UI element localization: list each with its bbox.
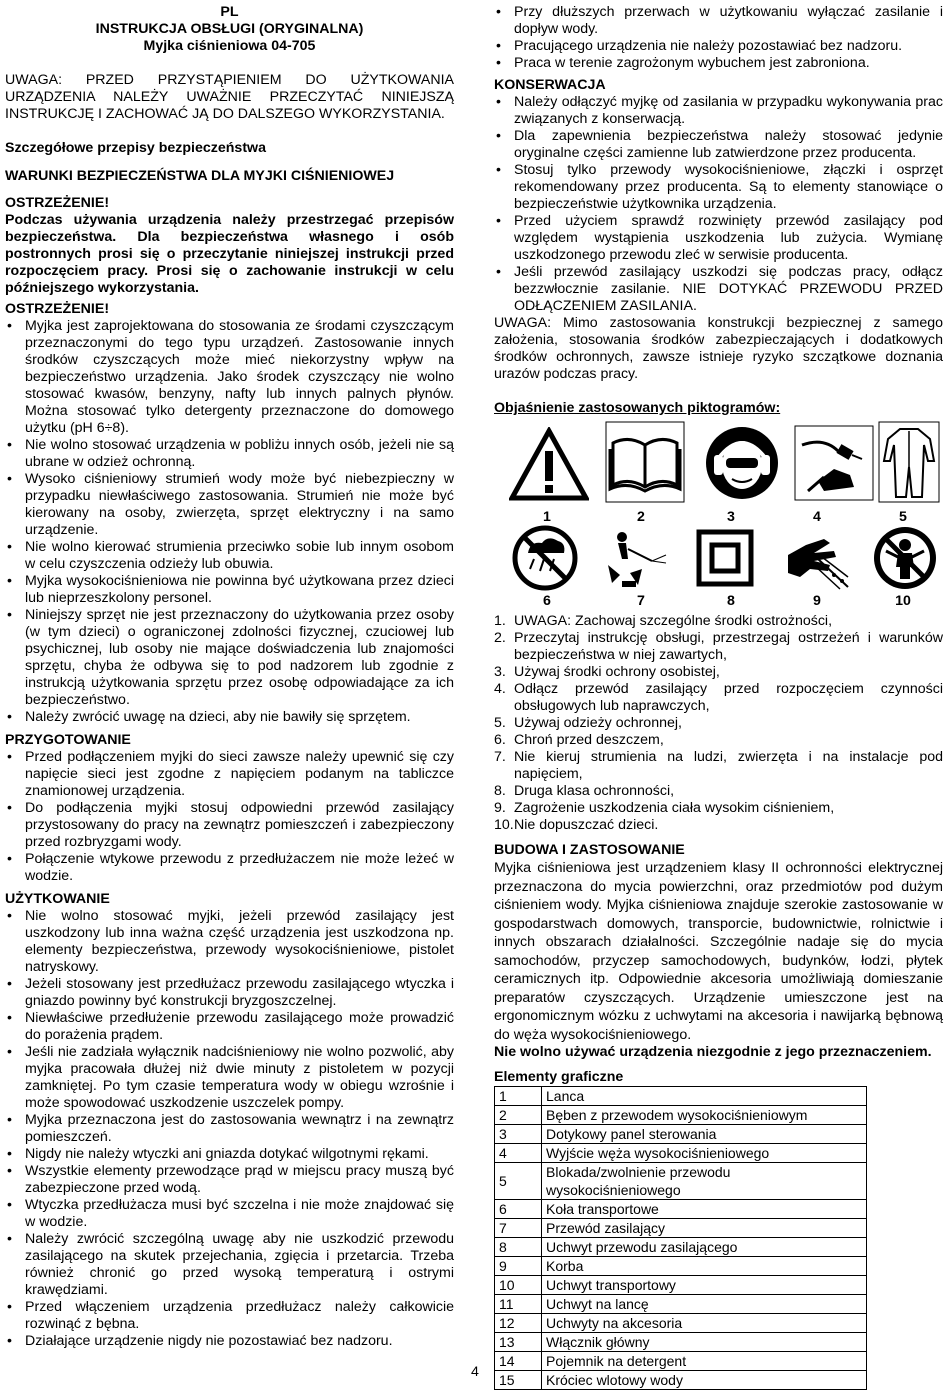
part-name: Bęben z przewodem wysokociśnieniowym	[542, 1106, 867, 1125]
right-top-list	[494, 4, 943, 72]
list-item: • Niniejszy sprzęt nie jest przeznaczony do użytkowania przez osoby (w tym dzieci) o ograniczonej zdolności fizycznej, czuciowej lub psychicznej, lub osoby nie mające doświadczenia lub znajomości sprzętu, chyba że odbywa się to pod nadzorem lub zgodnie z instrukcją użytkowania sprzętu przez osobę odpowiadające za ich bezpieczeństwo.	[5, 607, 454, 709]
pictogram-number: 6	[543, 593, 551, 609]
parts-heading: Elementy graficzne	[494, 1069, 624, 1085]
part-name: Króciec wlotowy wody	[542, 1371, 867, 1390]
build-text: Myjka ciśnieniowa jest urządzeniem klasy II ochronności elektrycznej przeznaczona do mycia powierzchni, oraz przedmiotów pod dużym ciśnieniem wody. Myjka ciśnieniowa znajduje szerokie zastosowanie w gospodarstwach domowych, transporcie, budownictwie, rolnictwie i innych obszarach działalności. Szczególnie nadaje się do mycia samochodów, przyczep samochodowych, budynków, łodzi, płytek ceramicznych itp. Odpowiednie akcesoria umożliwiają domieszanie preparatów czyszczących. Urządzenie umieszczone jest na ergonomicznym wózku z uchwytami na akcesoria i nawijarką bębnową do węża wysokociśnieniowego.	[494, 860, 943, 1043]
part-number: 3	[495, 1125, 542, 1144]
part-name: Uchwyt transportowy	[542, 1276, 867, 1295]
use-heading: UŻYTKOWANIE	[5, 891, 110, 907]
part-name: Pojemnik na detergent	[542, 1352, 867, 1371]
table-row	[495, 1333, 867, 1352]
table-row	[495, 1106, 867, 1125]
warning-triangle-icon	[509, 427, 589, 502]
list-item: • Dla zapewnienia bezpieczeństwa należy stosować jedynie oryginalne części zamienne lub zatwierdzone przez producenta.	[494, 128, 943, 162]
table-row	[495, 1257, 867, 1276]
part-name: Dotykowy panel sterowania	[542, 1125, 867, 1144]
pictogram-number: 10	[895, 593, 911, 609]
part-number: 15	[495, 1371, 542, 1390]
maint-heading: KONSERWACJA	[494, 77, 606, 93]
right-column	[494, 4, 943, 1390]
protective-gear-icon	[704, 425, 780, 501]
list-item: • Przed podłączeniem myjki do sieci zawsze należy upewnić się czy napięcie sieci jest zgodne z napięciem podanym na tabliczce znamionowej urządzenia.	[5, 749, 454, 800]
table-row	[495, 1125, 867, 1144]
list-item: • Myjka jest zaprojektowana do stosowania ze środami czyszczącym przeznaczonymi do tego typu urządzeń. Zastosowanie innych środków czyszczących może mieć niekorzystny wpływ na bezpieczeństwo urządzenia. Jako środek czyszczący nie wolno stosować kwasów, benzyny, nafty lub innych palnych płynów. Można stosować tylko detergenty przeznaczone do domowego użytku (pH 6÷8).	[5, 318, 454, 437]
list-item: • Jeśli nie zadziała wyłącznik nadciśnieniowy nie wolno pozwolić, aby myjka pracowała dłużej niż dwie minuty z pistoletem w pozycji zamkniętej. Po tym czasie temperatura wody w obiegu wzrośnie i może spowodować uszkodzenie uszczelek pompy.	[5, 1044, 454, 1112]
header-lang: PL	[220, 4, 239, 20]
list-item: 5. Używaj odzieży ochronnej,	[494, 715, 682, 731]
parts-table	[494, 1086, 867, 1390]
pictogram-number: 8	[727, 593, 735, 609]
part-number: 8	[495, 1238, 542, 1257]
list-item: • Przy dłuższych przerwach w użytkowaniu wyłączać zasilanie i dopływ wody.	[494, 4, 943, 38]
list-item: • Nie wolno stosować urządzenia w pobliżu innych osób, jeżeli nie są ubrane w odzież ochronną.	[5, 437, 454, 471]
pictogram-number: 3	[727, 509, 735, 525]
build-heading: BUDOWA I ZASTOSOWANIE	[494, 842, 685, 858]
pictogram-grid	[494, 421, 943, 607]
part-name: Uchwyty na akcesoria	[542, 1314, 867, 1333]
list-item: • Należy odłączyć myjkę od zasilania w przypadku wykonywania prac związanych z konserwacją.	[494, 94, 943, 128]
pictogram-legend	[494, 613, 943, 834]
table-row	[495, 1314, 867, 1333]
list-item: • Praca w terenie zagrożonym wybuchem jest zabroniona.	[494, 55, 943, 72]
maint-list	[494, 94, 943, 315]
list-item: 2. Przeczytaj instrukcję obsługi, przestrzegaj ostrzeżeń i warunków bezpieczeństwa w niej zawartych,	[494, 630, 943, 663]
list-item: • Jeśli przewód zasilający uszkodzi się podczas pracy, odłącz bezzwłocznie zasilanie. NIE DOTYKAĆ PRZEWODU PRZED ODŁĄCZENIEM ZASILANIA.	[494, 264, 943, 315]
list-item: • Stosuj tylko przewody wysokociśnieniowe, złączki i osprzęt rekomendowany przez producenta. Są to elementy stanowiące o bezpieczeństwie użytkownika urządzenia.	[494, 162, 943, 213]
list-item: • Przed użyciem sprawdź rozwinięty przewód zasilający pod względem wystąpienia uszkodzenia lub zużycia. Wymianę uszkodzonego przewodu zleć w serwisie producenta.	[494, 213, 943, 264]
part-number: 10	[495, 1276, 542, 1295]
list-item: • Myjka przeznaczona jest do zastosowania wewnątrz i na zewnątrz pomieszczeń.	[5, 1112, 454, 1146]
part-name: Blokada/zwolnienie przewodu wysokociśnieniowego	[542, 1163, 867, 1200]
part-name: Koła transportowe	[542, 1200, 867, 1219]
table-row	[495, 1276, 867, 1295]
list-item: • Nie wolno kierować strumienia przeciwko sobie lub innym osobom w celu czyszczenia odzieży lub obuwia.	[5, 539, 454, 573]
conditions-heading: WARUNKI BEZPIECZEŃSTWA DLA MYJKI CIŚNIENIOWEJ	[5, 168, 395, 184]
document-title: INSTRUKCJA OBSŁUGI (ORYGINALNA)	[95, 21, 364, 37]
list-item: • Myjka wysokociśnieniowa nie powinna być użytkowana przez dzieci lub nieprzeszkolony personel.	[5, 573, 454, 607]
page-number: 4	[471, 1364, 479, 1380]
list-item: • Wszystkie elementy przewodzące prąd w miejscu pracy muszą być zabezpieczone przed wodą.	[5, 1163, 454, 1197]
unplug-icon	[794, 425, 874, 501]
maint-note: UWAGA: Mimo zastosowania konstrukcji bezpiecznej z samego założenia, stosowania środków zabezpieczających i dodatkowych środków ochronnych, zawsze istnieje ryzyko szczątkowe doznania urazów podczas pracy.	[494, 315, 943, 382]
table-row	[495, 1238, 867, 1257]
pictogram-number: 1	[543, 509, 551, 525]
class-ii-icon	[696, 529, 754, 587]
list-item: 7. Nie kieruj strumienia na ludzi, zwierzęta i na instalacje pod napięciem,	[494, 749, 943, 782]
part-name: Lanca	[542, 1087, 867, 1106]
no-children-icon	[872, 525, 938, 591]
list-item: • Należy zwrócić uwagę na dzieci, aby nie bawiły się sprzętem.	[5, 709, 454, 726]
part-number: 7	[495, 1219, 542, 1238]
part-number: 14	[495, 1352, 542, 1371]
table-row	[495, 1163, 867, 1200]
part-name: Uchwyt na lancę	[542, 1295, 867, 1314]
list-item: • Nigdy nie należy wtyczki ani gniazda dotykać wilgotnymi rękami.	[5, 1146, 454, 1163]
list-item: 3. Używaj środki ochrony osobistej,	[494, 664, 720, 680]
part-number: 4	[495, 1144, 542, 1163]
prep-heading: PRZYGOTOWANIE	[5, 732, 131, 748]
table-row	[495, 1144, 867, 1163]
pictogram-number: 5	[899, 509, 907, 525]
list-item: 8. Druga klasa ochronności,	[494, 783, 675, 799]
no-spray-icon	[512, 525, 578, 591]
table-row	[495, 1219, 867, 1238]
table-row	[495, 1087, 867, 1106]
table-row	[495, 1295, 867, 1314]
list-item: • Przed włączeniem urządzenia przedłużacz należy całkowicie rozwinąć z bębna.	[5, 1299, 454, 1333]
part-name: Włącznik główny	[542, 1333, 867, 1352]
pictogram-number: 4	[813, 509, 821, 525]
part-number: 11	[495, 1295, 542, 1314]
list-item: • Pracującego urządzenia nie należy pozostawiać bez nadzoru.	[494, 38, 943, 55]
list-item: • Działające urządzenie nigdy nie pozostawiać bez nadzoru.	[5, 1333, 454, 1350]
list-item: • Do podłączenia myjki stosuj odpowiedni przewód zasilający przystosowany do pracy na zewnątrz pomieszczeń i zabezpieczony przed rozbryzgami wody.	[5, 800, 454, 851]
part-number: 13	[495, 1333, 542, 1352]
pictogram-number: 7	[637, 593, 645, 609]
caution2-list	[5, 318, 454, 726]
part-name: Korba	[542, 1257, 867, 1276]
open-book-icon	[605, 421, 685, 503]
list-item: • Połączenie wtykowe przewodu z przedłużaczem nie może leżeć w wodzie.	[5, 851, 454, 885]
list-item: • Nie wolno stosować myjki, jeżeli przewód zasilający jest uszkodzony lub inna ważna część urządzenia jest uszkodzona np. elementy bezpieczeństwa, przewody wysokociśnieniowe, pistolet natryskowy.	[5, 908, 454, 976]
left-column	[5, 4, 454, 1350]
use-list	[5, 908, 454, 1350]
product-name: Myjka ciśnieniowa 04-705	[143, 38, 316, 54]
prep-list	[5, 749, 454, 885]
caution1-label: OSTRZEŻENIE!	[5, 195, 110, 211]
list-item: • Wysoko ciśnieniowy strumień wody może być niebezpieczny w przypadku niewłaściwego zastosowania. Strumień nie może być kierowany na osoby, zwierzęta, sprzęt elektryczny i na samo urządzenie.	[5, 471, 454, 539]
build-warning: Nie wolno używać urządzenia niezgodnie z jego przeznaczeniem.	[494, 1044, 932, 1060]
part-number: 5	[495, 1163, 542, 1200]
pictogram-number: 9	[813, 593, 821, 609]
pictogram-number: 2	[637, 509, 645, 525]
jet-hand-injury-icon	[784, 525, 850, 591]
part-number: 1	[495, 1087, 542, 1106]
part-number: 12	[495, 1314, 542, 1333]
list-item: • Jeżeli stosowany jest przedłużacz przewodu zasilającego wtyczka i gniazdo powinny być konstrukcji bryzgoszczelnej.	[5, 976, 454, 1010]
list-item: 1. UWAGA: Zachowaj szczególne środki ostrożności,	[494, 613, 833, 629]
pictograms-heading: Objaśnienie zastosowanych piktogramów:	[494, 400, 781, 416]
overalls-icon	[878, 421, 940, 503]
list-item: • Niewłaściwe przedłużenie przewodu zasilającego może prowadzić do porażenia prądem.	[5, 1010, 454, 1044]
spray-hazard-icon	[602, 525, 668, 591]
part-name: Wyjście węża wysokociśnieniowego	[542, 1144, 867, 1163]
list-item: • Wtyczka przedłużacza musi być szczelna i nie może znajdować się w wodzie.	[5, 1197, 454, 1231]
part-number: 2	[495, 1106, 542, 1125]
list-item: 4. Odłącz przewód zasilający przed rozpoczęciem czynności obsługowych lub naprawczych,	[494, 681, 943, 714]
table-row	[495, 1200, 867, 1219]
part-name: Uchwyt przewodu zasilającego	[542, 1238, 867, 1257]
part-name: Przewód zasilający	[542, 1219, 867, 1238]
warning-intro: UWAGA: PRZED PRZYSTĄPIENIEM DO UŻYTKOWANIA URZĄDZENIA NALEŻY UWAŻNIE PRZECZYTAĆ NINIEJSZĄ INSTRUKCJĘ I ZACHOWAĆ JĄ DO DALSZEGO WYKORZYSTANIA.	[5, 72, 454, 122]
part-number: 6	[495, 1200, 542, 1219]
list-item: 10. Nie dopuszczać dzieci.	[494, 817, 659, 833]
safety-heading: Szczegółowe przepisy bezpieczeństwa	[5, 140, 266, 156]
caution1-text: Podczas używania urządzenia należy przestrzegać przepisów bezpieczeństwa. Dla bezpieczeństwa własnego i osób postronnych prosi się o przeczytanie niniejszej instrukcji przed rozpoczęciem pracy. Prosi się o zachowanie instrukcji w celu późniejszego wykorzystania.	[5, 212, 454, 296]
part-number: 9	[495, 1257, 542, 1276]
caution2-label: OSTRZEŻENIE!	[5, 301, 110, 317]
list-item: 9. Zagrożenie uszkodzenia ciała wysokim ciśnieniem,	[494, 800, 835, 816]
list-item: 6. Chroń przed deszczem,	[494, 732, 664, 748]
list-item: • Należy zwrócić szczególną uwagę aby nie uszkodzić przewodu zasilającego na skutek przejechania, zgięcia i przetarcia. Trzeba również chronić go przed wysoką temperaturą i ostrymi krawędziami.	[5, 1231, 454, 1299]
